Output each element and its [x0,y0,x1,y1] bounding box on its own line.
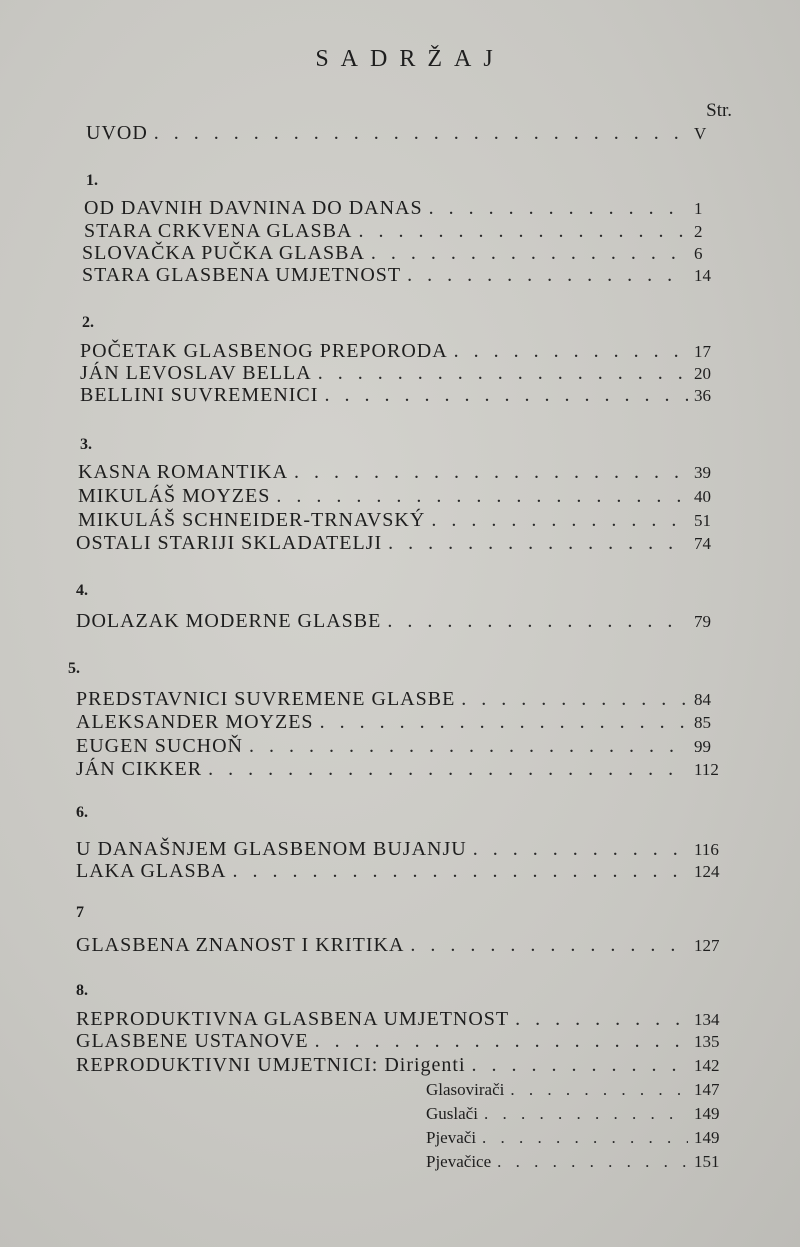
section-number: 3. [80,436,92,453]
toc-entry [76,758,734,781]
toc-entry [76,1054,734,1077]
section-number: 5. [68,660,80,677]
toc-entry-page: 149 [694,1128,720,1147]
dot-leader [358,220,688,243]
toc-entry [78,485,734,508]
toc-entry [76,1008,734,1031]
toc-entry-label: MIKULÁŠ MOYZES [78,485,271,507]
toc-entry-page: 134 [694,1010,720,1029]
toc-entry-page: 14 [694,266,711,285]
page-title: SADRŽAJ [315,46,505,72]
dot-leader [154,122,688,145]
section-number: 4. [76,582,88,599]
toc-subentry [426,1152,734,1172]
toc-entry-label: OSTALI STARIJI SKLADATELJI [76,532,383,554]
toc-entry-label: DOLAZAK MODERNE GLASBE [76,610,382,632]
section-number: 2. [82,314,94,331]
toc-entry [82,242,734,265]
toc-entry-page: 36 [694,386,711,405]
toc-entry [76,934,734,957]
toc-entry-label: U DANAŠNJEM GLASBENOM BUJANJU [76,838,467,860]
toc-entry-page: 147 [694,1080,720,1099]
toc-entry-label: PREDSTAVNICI SUVREMENE GLASBE [76,688,456,710]
toc-entry-page: 85 [694,713,711,732]
toc-subentry [426,1104,734,1124]
dot-leader [482,1128,688,1148]
toc-entry-page: 124 [694,862,720,881]
toc-entry-label: EUGEN SUCHOŇ [76,735,243,757]
toc-entry [76,711,734,734]
toc-entry [80,340,734,363]
dot-leader [473,838,688,861]
toc-entry [80,384,734,407]
toc-entry-label: STARA GLASBENA UMJETNOST [82,264,402,286]
dot-leader [410,934,688,957]
toc-entry-label: JÁN LEVOSLAV BELLA [80,362,312,384]
toc-subentry [426,1080,734,1100]
toc-entry-page: 20 [694,364,711,383]
toc-subentry [426,1128,734,1148]
toc-entry-page: 149 [694,1104,720,1123]
toc-entry [78,509,734,532]
toc-entry-page: 84 [694,690,711,709]
dot-leader [208,758,688,781]
toc-entry-label: SLOVAČKA PUČKA GLASBA [82,242,365,264]
toc-entry-page: V [694,124,707,143]
dot-leader [294,461,688,484]
toc-entry [76,838,734,861]
toc-entry-page: 135 [694,1032,720,1051]
toc-entry-page: 127 [694,936,720,955]
dot-leader [276,485,688,508]
toc-entry-label: REPRODUKTIVNA GLASBENA UMJETNOST [76,1008,510,1030]
toc-entry-label: REPRODUKTIVNI UMJETNICI: Dirigenti [76,1054,466,1076]
toc-entry-label: MIKULÁŠ SCHNEIDER-TRNAVSKÝ [78,509,426,531]
toc-entry-label: JÁN CIKKER [76,758,203,780]
dot-leader [388,532,688,555]
dot-leader [387,610,688,633]
section-number: 6. [76,804,88,821]
dot-leader [510,1080,688,1100]
toc-entry-label: Glasovirači [426,1080,505,1099]
dot-leader [472,1054,688,1077]
toc-entry-page: 17 [694,342,711,361]
toc-entry-label: LAKA GLASBA [76,860,227,882]
toc-entry-page: 51 [694,511,711,530]
dot-leader [497,1152,688,1172]
dot-leader [515,1008,688,1031]
toc-entry-label: STARA CRKVENA GLASBA [84,220,353,242]
toc-entry [84,197,734,220]
toc-entry-page: 142 [694,1056,720,1075]
toc-entry-label: Pjevačice [426,1152,492,1171]
dot-leader [431,509,688,532]
dot-leader [454,340,688,363]
toc-entry-label: OD DAVNIH DAVNINA DO DANAS [84,197,423,219]
section-number: 1. [86,172,98,189]
dot-leader [315,1030,688,1053]
dot-leader [249,735,688,758]
toc-entry-page: 2 [694,222,703,241]
dot-leader [320,711,688,734]
toc-entry-label: GLASBENA ZNANOST I KRITIKA [76,934,405,956]
toc-entry [84,220,734,243]
toc-entry [76,1030,734,1053]
toc-entry-label: POČETAK GLASBENOG PREPORODA [80,340,448,362]
dot-leader [429,197,688,220]
toc-entry [78,461,734,484]
toc-entry-page: 99 [694,737,711,756]
toc-entry-label: ALEKSANDER MOYZES [76,711,314,733]
page-column-header: Str. [706,100,732,121]
dot-leader [484,1104,688,1124]
dot-leader [318,362,688,385]
toc-entry-page: 79 [694,612,711,631]
dot-leader [371,242,688,265]
toc-entry-page: 74 [694,534,711,553]
toc-entry-label: GLASBENE USTANOVE [76,1030,309,1052]
dot-leader [324,384,688,407]
toc-entry [76,688,734,711]
toc-entry-label: Pjevači [426,1128,477,1147]
toc-entry-page: 6 [694,244,703,263]
toc-entry-page: 1 [694,199,703,218]
toc-entry-page: 40 [694,487,711,506]
toc-entry [76,610,734,633]
section-number: 8. [76,982,88,999]
toc-entry-page: 112 [694,760,719,779]
toc-entry-page: 151 [694,1152,720,1171]
toc-entry-page: 39 [694,463,711,482]
dot-leader [407,264,688,287]
toc-entry [76,532,734,555]
toc-entry [80,362,734,385]
dot-leader [461,688,688,711]
toc-entry-page: 116 [694,840,719,859]
toc-entry-label: UVOD [86,122,148,144]
toc-entry [82,264,734,287]
toc-entry-intro [86,122,734,145]
dot-leader [232,860,688,883]
toc-entry-label: Guslači [426,1104,478,1123]
toc-entry [76,735,734,758]
toc-entry-label: KASNA ROMANTIKA [78,461,289,483]
toc-entry [76,860,734,883]
toc-entry-label: BELLINI SUVREMENICI [80,384,319,406]
section-number: 7 [76,904,84,921]
